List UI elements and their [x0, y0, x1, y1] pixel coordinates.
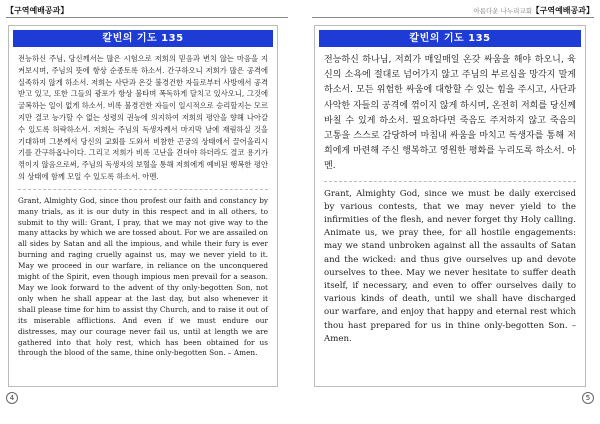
korean-prayer-text: 전능하신 하나님, 저희가 매일매일 온갖 싸움을 해야 하오니, 육신의 소욕에 절대로 넘어가지 않고 주님의 부르심을 망각지 말게 하소서. 모든 위험한 싸움에 대항할 수 있는 힘을 주시고, 사단과 사악한 자들의 공격에 꺾이지 않게 하시며, 온전히 저희를 당신께 바칠 수 있게 하소서. 필요하다면 죽음도 주저하지 않고 죽음의 고통을 스스로 감당하여 마침내 싸움을 마치고 독생자를 통해 저희에게 마련해 주신 행복하고 영원한 평화를 누리도록 하소서. 아멘. [324, 55, 576, 172]
english-prayer-text: Grant, Almighty God, since thou profest our faith and constancy by many trials, as it is our duty in this respect and in all others, to submit to thy will: Grant, I pray, that we may not give way to the many attacks by which we are tossed about. For we are assailed on all sides by Satan and all the impious, and while their fury is ever burning and raging cruelly against us, may we never yield to it. May we proceed in our warfare, in reliance on the unconquered might of the Spirit, even though impious men prevail for a season. May we look forward to the advent of thy only-begotten Son, not only when he shall appear at the last day, but also whenever it shall please time for him to assist thy Church, and to raise it out of its miserable afflictions. And even if we must endure our distresses, may our courage never fail us, until at length we are gathered into that holy rest, which has been obtained for us through the blood of the same, thine only-begotten Son. – Amen. [18, 195, 268, 358]
page-number: 4 [6, 392, 18, 404]
running-head: 아름다운 나누리교회 [473, 7, 532, 15]
category-label: 【구역예배공과】 [6, 6, 69, 15]
prayer-title: 칼빈의 기도 135 [13, 30, 273, 47]
right-page [300, 0, 600, 424]
page-number: 5 [582, 392, 594, 404]
header-rule [312, 17, 594, 18]
prayer-title: 칼빈의 기도 135 [319, 30, 581, 47]
header-rule [6, 17, 288, 18]
english-prayer-text: Grant, Almighty God, since we must be daily exercised by various contests, that we may never yield to the infirmities of the flesh, and never forget thy Holy calling. Animate us, we pray thee, for all hostile engagements: may we stand unbroken against all the assaults of Satan and the wicked: and thus give ourselves up and devote ourselves to thee. May we never hesitate to suffer death itself, if necessary, and even to offer ourselves daily to various kinds of death, until we shall have discharged our warfare, and enjoy that happy and eternal rest which thou hast prepared for us in thine only-begotten Son. – Amen. [324, 188, 576, 344]
section-divider [324, 181, 576, 182]
content-frame [8, 25, 278, 387]
section-divider [18, 189, 268, 190]
korean-prayer-text: 전능하신 주님, 당신께서는 많은 시험으로 저희의 믿음과 변치 않는 마음을 지켜보시며, 주님의 뜻에 항상 순종토록 하소서. 간구하오니 저희가 많은 공격에 실족하지 않게 하소서. 저희는 사단과 온갖 불경건한 자들로부터 사방에서 공격받고 있고, 또한 그들의 광포가 항상 불타며 폭독하게 달치고 있사오니, 그것에 굴복하는 일이 없게 하소서. 비록 불경건한 자들이 일시적으로 승리할지는 모르지만 결코 능가할 수 없는 성령의 권능에 의지하여 저희의 평안을 향해 나아갈 수 있도록 허락하소서. 저희는 주님의 독생자께서 마지막 날에 재림하실 것을 기대하며 그분께서 당신의 교회를 도와서 비참한 곤궁의 상태에서 끌어올리시기를 간구하옵나이다. 그리고 저희가 비록 고난을 견뎌야 하더라도 결코 용기가 꺾이지 않음으로써, 주님의 독생자의 보혈을 통해 저희에게 예비된 행복한 평안의 상태에 함께 모일 수 있도록 하소서. 아멘. [18, 54, 268, 181]
category-label: 【구역예배공과】 [531, 6, 594, 15]
content-frame [314, 25, 586, 387]
